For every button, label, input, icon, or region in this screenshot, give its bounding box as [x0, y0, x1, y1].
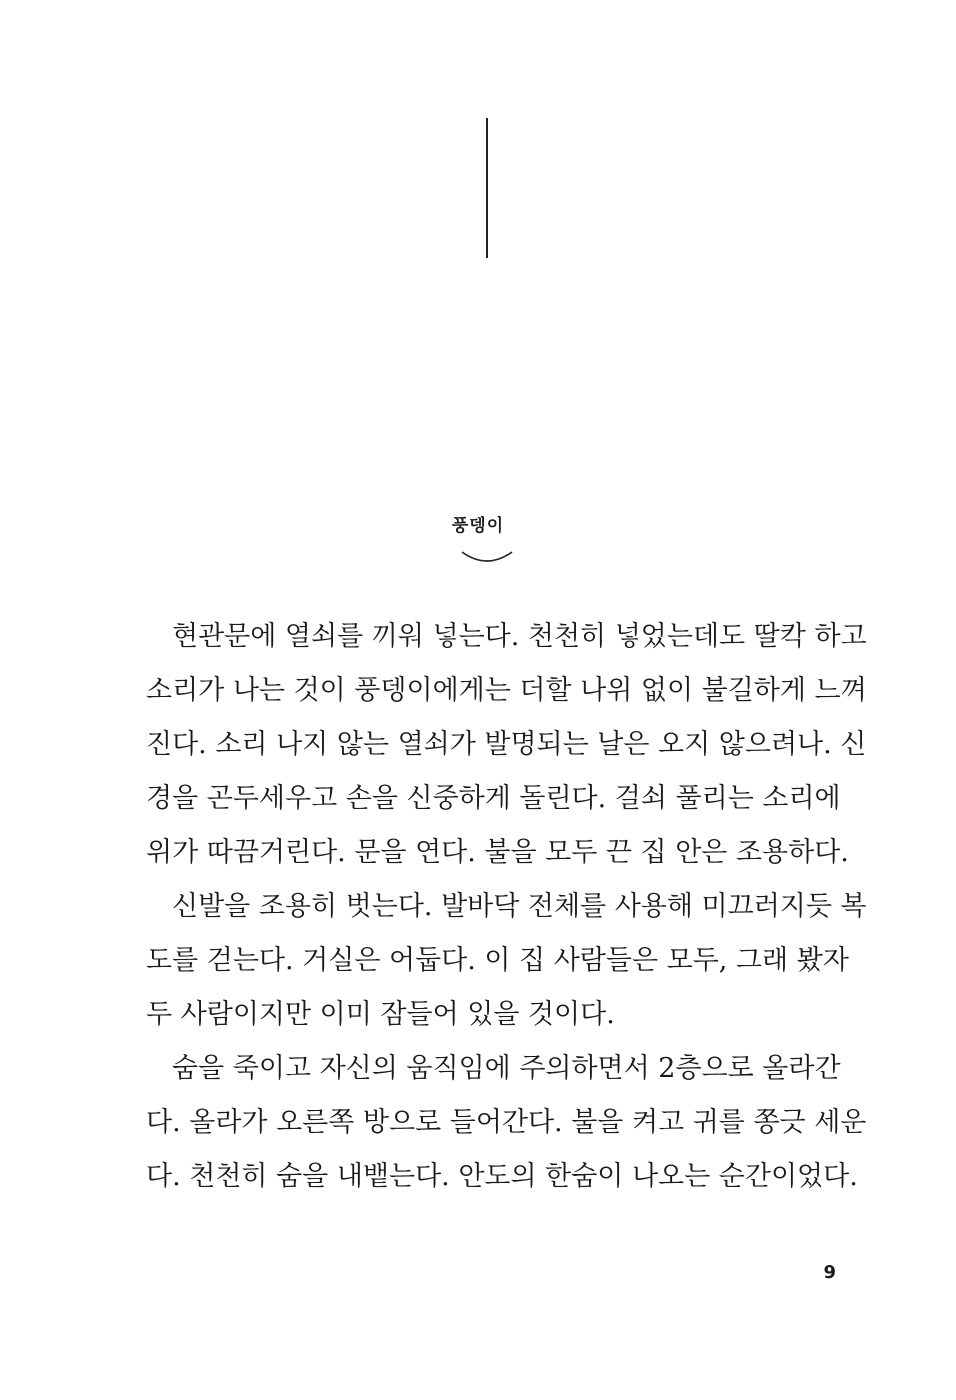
paragraph-line: 위가 따끔거린다. 문을 연다. 불을 모두 끈 집 안은 조용하다.	[146, 837, 849, 868]
body-text	[146, 610, 867, 1204]
paragraph-line: 경을 곤두세우고 손을 신중하게 돌린다. 걸쇠 풀리는 소리에	[146, 783, 841, 814]
page-number: 9	[823, 1262, 836, 1283]
paragraph-line: 숨을 죽이고 자신의 움직임에 주의하면서 2층으로 올라간	[172, 1053, 841, 1084]
top-vertical-rule	[486, 118, 488, 258]
paragraph-line: 두 사람이지만 이미 잠들어 있을 것이다.	[146, 999, 615, 1030]
paragraph-line: 신발을 조용히 벗는다. 발바닥 전체를 사용해 미끄러지듯 복	[172, 891, 867, 922]
chapter-title: 풍뎅이	[451, 516, 505, 536]
paragraph-line: 현관문에 열쇠를 끼워 넣는다. 천천히 넣었는데도 딸칵 하고	[172, 621, 867, 652]
paragraph-line: 다. 올라가 오른쪽 방으로 들어간다. 불을 켜고 귀를 쫑긋 세운	[146, 1107, 867, 1138]
paragraph-line: 다. 천천히 숨을 내뱉는다. 안도의 한숨이 나오는 순간이었다.	[146, 1161, 858, 1192]
title-underline-arc	[460, 548, 514, 568]
paragraph-line: 소리가 나는 것이 풍뎅이에게는 더할 나위 없이 불길하게 느껴	[146, 675, 867, 706]
paragraph-line: 진다. 소리 나지 않는 열쇠가 발명되는 날은 오지 않으려나. 신	[146, 729, 867, 760]
paragraph-line: 도를 걷는다. 거실은 어둡다. 이 집 사람들은 모두, 그래 봤자	[146, 945, 849, 976]
